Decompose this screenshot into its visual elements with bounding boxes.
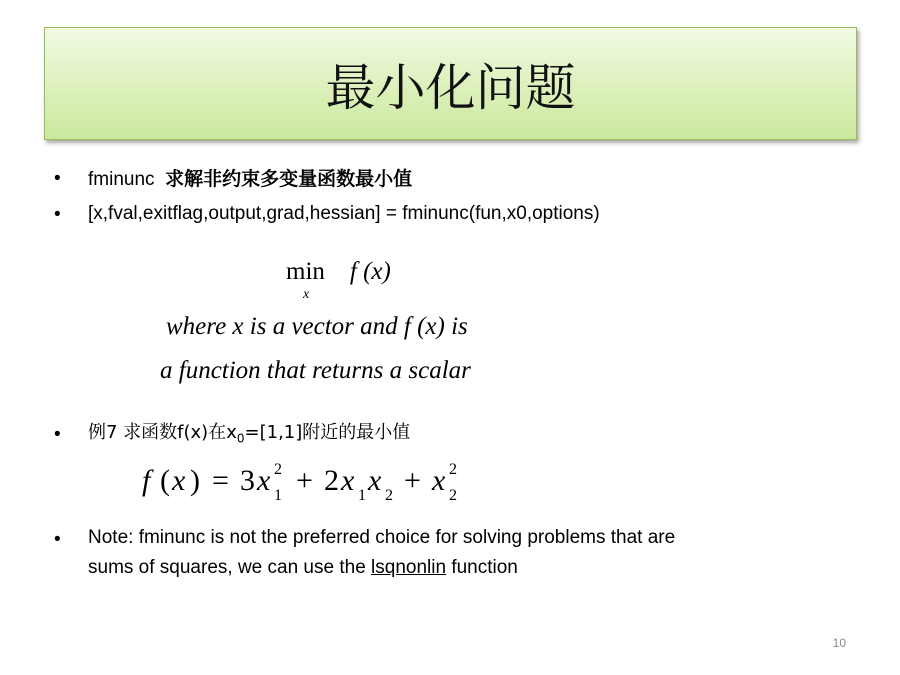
svg-text:+: +	[404, 464, 421, 497]
page-number: 10	[832, 636, 846, 650]
bullet-dot: •	[54, 529, 61, 550]
svg-text:x: x	[257, 464, 271, 497]
svg-text:1: 1	[358, 487, 366, 504]
math-description-line1: where x is a vector and f (x) is	[166, 313, 468, 340]
equation-graphic	[140, 456, 470, 508]
svg-text:2: 2	[274, 461, 282, 478]
svg-text:2: 2	[385, 487, 393, 504]
svg-text:2: 2	[324, 464, 339, 497]
svg-text:x: x	[432, 464, 446, 497]
bullet-1	[88, 164, 412, 195]
math-min-label: min	[286, 258, 325, 285]
svg-text:x: x	[172, 464, 186, 497]
bullet-dot: •	[54, 168, 61, 189]
svg-text:x: x	[368, 464, 382, 497]
svg-text:): )	[190, 464, 200, 497]
slide-title: 最小化问题	[325, 58, 576, 117]
function-name: fminunc	[88, 169, 155, 190]
svg-text:2: 2	[449, 487, 457, 504]
bullet-4-note-line1: Note: fminunc is not the preferred choice for solving problems that are	[88, 527, 676, 548]
note-text-end: function	[446, 557, 518, 578]
svg-text:f: f	[142, 464, 151, 497]
example-suffix: =[1,1]附近的最小值	[244, 422, 411, 443]
svg-text:x: x	[341, 464, 355, 497]
example-prefix: 例7 求函数f(x)在x	[88, 422, 237, 443]
bullet-dot: •	[54, 204, 61, 225]
bullet-dot: •	[54, 424, 61, 445]
svg-text:(: (	[160, 464, 170, 497]
math-description-line2: a function that returns a scalar	[160, 357, 471, 384]
note-text: sums of squares, we can use the	[88, 557, 372, 578]
lsqnonlin-link[interactable]: lsqnonlin	[371, 557, 447, 578]
svg-text:=: =	[212, 464, 229, 497]
bullet-3-example	[88, 418, 410, 454]
function-description: 求解非约束多变量函数最小值	[165, 168, 413, 190]
bullet-2-syntax: [x,fval,exitflag,output,grad,hessian] = fminunc(fun,x0,options)	[88, 203, 600, 224]
math-function-equation	[140, 456, 470, 516]
math-min-subscript: x	[303, 287, 310, 302]
math-min-expression	[286, 258, 391, 286]
svg-text:+: +	[296, 464, 313, 497]
slide-title-box	[44, 27, 857, 140]
svg-text:1: 1	[274, 487, 282, 504]
svg-text:2: 2	[449, 461, 457, 478]
math-objective: f (x)	[349, 258, 391, 285]
svg-text:3: 3	[240, 464, 255, 497]
bullet-4-note-line2	[88, 553, 518, 583]
example-subscript: 0	[236, 431, 245, 446]
